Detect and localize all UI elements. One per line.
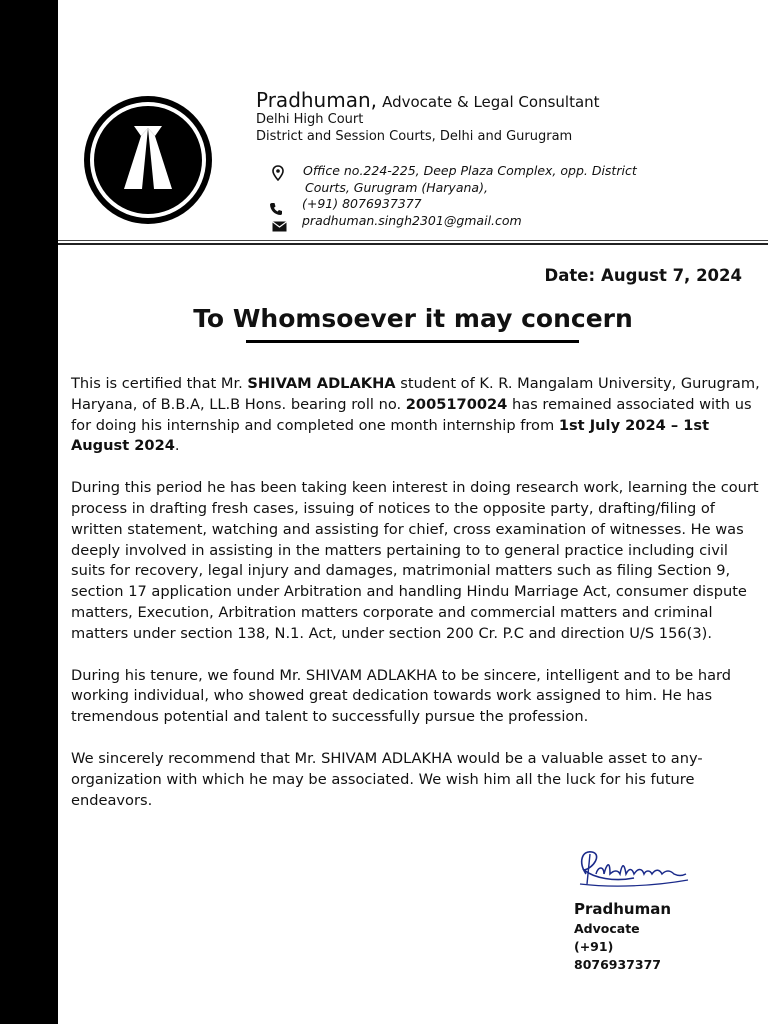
advocate-band-logo xyxy=(82,94,214,226)
header-divider-thin xyxy=(58,240,768,241)
p1-text-4: . xyxy=(174,437,180,455)
date-label: Date: xyxy=(544,266,596,285)
phone-icon xyxy=(269,202,283,216)
signatory-block xyxy=(574,898,671,974)
letter-body xyxy=(71,374,761,832)
signatory-phone-number: 8076937377 xyxy=(574,957,661,972)
date-value: August 7, 2024 xyxy=(601,266,742,285)
paragraph-tenure: During his tenure, we found Mr. SHIVAM ADLAKHA to be sincere, intelligent and to be hard working individual, who showed great dedication towards work assigned to him. He has tremendous potential and talent to successfully pursue the profession. xyxy=(71,666,732,726)
paragraph-certification xyxy=(71,374,761,457)
p1-text-1: This is certified that Mr. xyxy=(71,375,248,392)
signatory-title: Advocate xyxy=(574,921,640,936)
mail-icon xyxy=(272,221,287,232)
court-line-2: District and Session Courts, Delhi and Gurugram xyxy=(256,129,573,144)
p1-text-2: student of K. R. Mangalam University, Gurugram, Haryana, of B.B.A, LL.B Hons. bearing roll no. xyxy=(71,375,760,413)
phone-number: (+91) 8076937377 xyxy=(302,196,422,211)
letter-date xyxy=(545,266,742,285)
letter-title: To Whomsoever it may concern xyxy=(193,304,633,333)
location-pin-icon xyxy=(272,165,284,181)
title-underline xyxy=(246,340,579,343)
left-black-sidebar xyxy=(0,0,58,1024)
roll-number: 2005170024 xyxy=(405,395,508,413)
office-address-line-1: Office no.224-225, Deep Plaza Complex, opp. District xyxy=(303,163,637,178)
office-address-line-2: Courts, Gurugram (Haryana), xyxy=(305,180,488,195)
p1-text-3: has remained associated with us for doing his internship and completed one month internship from xyxy=(71,395,752,434)
paragraph-recommendation: We sincerely recommend that Mr. SHIVAM ADLAKHA would be a valuable asset to any-organization with which he may be associated. We wish him all the luck for his future endeavors. xyxy=(71,749,703,809)
signatory-phone-code: (+91) xyxy=(574,939,614,954)
advocate-designation: Advocate & Legal Consultant xyxy=(382,93,600,111)
advocate-name-line xyxy=(256,88,600,112)
internship-period: 1st July 2024 – 1st August 2024 xyxy=(71,416,710,455)
header-divider-thick xyxy=(58,243,768,245)
advocate-name: Pradhuman, xyxy=(256,88,378,112)
handwritten-signature xyxy=(574,844,692,892)
paragraph-work-details: During this period he has been taking keen interest in doing research work, learning the court process in drafting fresh cases, issuing of notices to the opposite party, drafting/filing of written statement, watching and assisting for chief, cross examination of witnesses. He was deeply involved in assisting in the matters pertaining to to general practice including civil suits for recovery, legal injury and damages, matrimonial matters such as filing Section 9, section 17 application under Arbitration and handling Hindu Marriage Act, consumer dispute matters, Execution, Arbitration matters corporate and commercial matters and criminal matters under section 138, N.1. Act, under section 200 Cr. P.C and direction U/S 156(3). xyxy=(71,479,759,642)
signatory-name: Pradhuman xyxy=(574,900,672,918)
email-address: pradhuman.singh2301@gmail.com xyxy=(302,213,522,228)
student-name: SHIVAM ADLAKHA xyxy=(247,375,396,392)
court-line-1: Delhi High Court xyxy=(256,112,364,127)
